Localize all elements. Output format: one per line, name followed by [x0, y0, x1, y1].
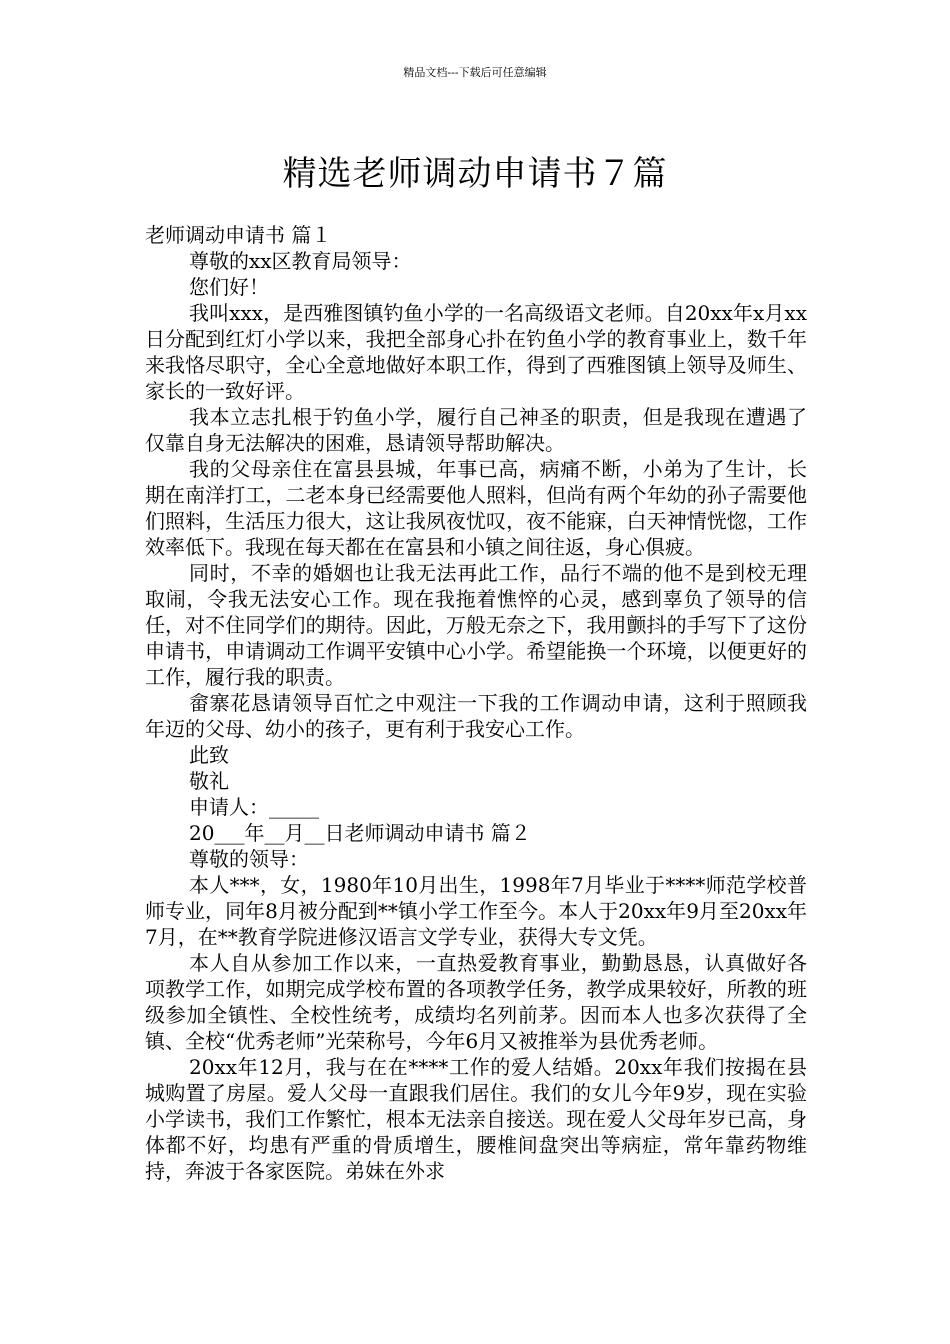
paragraph: 畲寨花恳请领导百忙之中观注一下我的工作调动申请，这利于照顾我年迈的父母、幼小的孩子，更有利于我安心工作。	[145, 691, 807, 741]
document-title: 精选老师调动申请书７篇	[282, 153, 668, 194]
paragraph: 我的父母亲住在富县县城，年事已高，病痛不断，小弟为了生计，长期在南洋打工，二老本身已经需要他人照料，但尚有两个年幼的孙子需要他们照料，生活压力很大，这让我夙夜忧叹，夜不能寐，白天神情恍惚，工作效率低下。我现在每天都在在富县和小镇之间往返，身心俱疲。	[145, 457, 807, 559]
date-and-section-heading-2: 20___年__月__日老师调动申请书 篇２	[189, 821, 531, 845]
paragraph: 同时，不幸的婚姻也让我无法再此工作，品行不端的他不是到校无理取闹，令我无法安心工作。现在我拖着憔悴的心灵，感到辜负了领导的信任，对不住同学们的期待。因此，万般无奈之下，我用颤抖的手写下了这份申请书，申请调动工作调平安镇中心小学。希望能换一个环境，以便更好的工作，履行我的职责。	[145, 561, 807, 689]
applicant-line: 申请人：_____	[189, 795, 319, 819]
closing-line: 此致	[189, 743, 229, 767]
paragraph: 本人自从参加工作以来，一直热爱教育事业，勤勤恳恳，认真做好各项教学工作，如期完成学校布置的各项教学任务，教学成果较好，所教的班级参加全镇性、全校性统考，成绩均名列前茅。因而本人也多次获得了全镇、全校“优秀老师”光荣称号，今年6月又被推举为县优秀老师。	[145, 951, 807, 1053]
salutation: 尊敬的xx区教育局领导：	[189, 249, 412, 273]
paragraph: 我本立志扎根于钓鱼小学，履行自己神圣的职责，但是我现在遭遇了仅靠自身无法解决的困难，恳请领导帮助解决。	[145, 405, 807, 455]
paragraph: 本人***，女，1980年10月出生，1998年7月毕业于****师范学校普师专业，同年8月被分配到**镇小学工作至今。本人于20xx年9月至20xx年7月，在**教育学院进修汉语言文学专业，获得大专文凭。	[145, 873, 807, 949]
greeting: 您们好！	[189, 275, 269, 299]
paragraph: 我叫xxx，是西雅图镇钓鱼小学的一名高级语文老师。自20xx年x月xx日分配到红灯小学以来，我把全部身心扑在钓鱼小学的教育事业上，数千年来我恪尽职守，全心全意地做好本职工作，得到了西雅图镇上领导及师生、家长的一致好评。	[145, 301, 807, 403]
document-body	[145, 222, 807, 1184]
salutation: 尊敬的领导：	[189, 847, 309, 871]
header-note: 精品文档---下载后可任意编辑	[403, 66, 547, 79]
paragraph: 20xx年12月，我与在在****工作的爱人结婚。20xx年我们按揭在县城购置了房屋。爱人父母一直跟我们居住。我们的女儿今年9岁，现在实验小学读书，我们工作繁忙，根本无法亲自接送。现在爱人父母年岁已高，身体都不好，均患有严重的骨质增生，腰椎间盘突出等病症，常年靠药物维持，奔波于各家医院。弟妹在外求	[145, 1055, 807, 1183]
closing-line: 敬礼	[189, 769, 229, 793]
section-heading-1: 老师调动申请书 篇１	[145, 223, 332, 247]
